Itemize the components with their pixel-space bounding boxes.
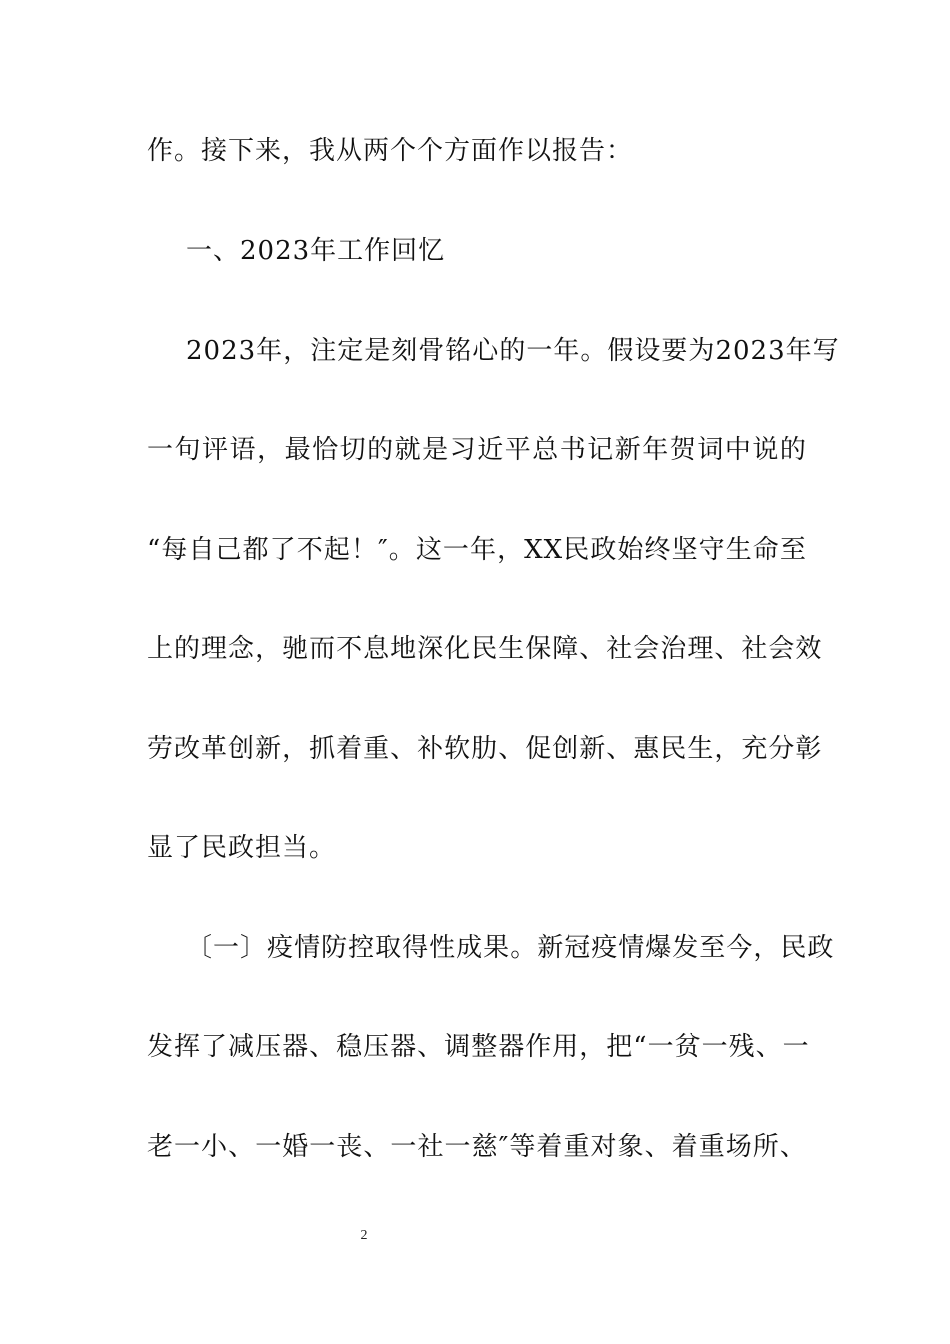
paragraph-line: 发 挥 了 减 压 器 、 稳 压 器 、 调 整 器 作 用 ， 把 “ 一 贫 一 残 、 一 — [147, 1032, 810, 1062]
paragraph-line: 显了民政担当。 — [147, 833, 337, 863]
paragraph-line: “ 每 自 己 都 了 不 起 ！ ″ 。 这 一 年 ， XX 民 政 始 终 坚 守 生 命 至 — [147, 535, 807, 565]
paragraph-line: 上 的 理 念 ， 驰 而 不 息 地 深 化 民 生 保 障 、 社 会 治 理 、 社 会 效 — [147, 634, 823, 664]
paragraph-line: 老 一 小 、 一 婚 一 丧 、 一 社 一 慈 ″ 等 着 重 对 象 、 着 重 场 所 、 — [147, 1132, 807, 1162]
page-number: 2 — [360, 1228, 368, 1243]
subsection-line: 〔 一 〕 疫 情 防 控 取 得 性 成 果 。 新 冠 疫 情 爆 发 至 今 ， 民 政 — [186, 933, 835, 963]
paragraph-line: 劳 改 革 创 新 ， 抓 着 重 、 补 软 肋 、 促 创 新 、 惠 民 生 ， 充 分 彰 — [147, 734, 823, 764]
paragraph-line: 一 句 评 语 ， 最 恰 切 的 就 是 习 近 平 总 书 记 新 年 贺 词 中 说 的 — [147, 435, 807, 465]
paragraph-line: 作。接下来，我从两个个方面作以报告： — [147, 136, 634, 166]
section-heading: 一、2023年工作回忆 — [186, 236, 446, 266]
paragraph-line: 2023 年 ， 注 定 是 刻 骨 铭 心 的 一 年 。 假 设 要 为 2023 年 写 — [186, 336, 840, 366]
